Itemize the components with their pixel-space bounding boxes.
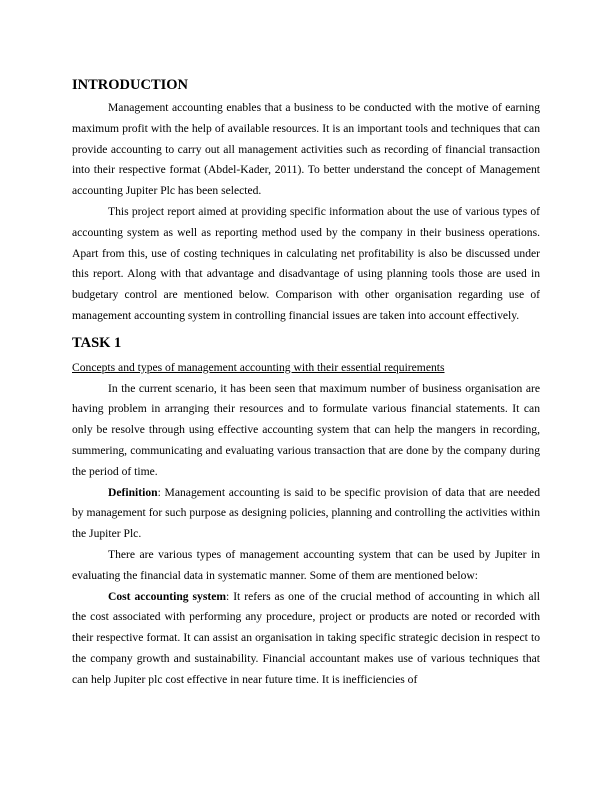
- document-page: [72, 76, 540, 691]
- task-1-heading: TASK 1: [72, 334, 122, 351]
- task-1-subheading: Concepts and types of management accounting with their essential requirements: [72, 360, 445, 374]
- definition-text: : Management accounting is said to be specific provision of data that are needed by management for such purpose as designing policies, planning and controlling the activities within the Jupiter Plc.: [72, 485, 540, 541]
- task-1-paragraph-1: In the current scenario, it has been seen that maximum number of business organisation are having problem in arranging their resources and to formulate various financial statements. It can only be resolve through using effective accounting system that can help the mangers in recording, summering, communicating and evaluating various transaction that are done by the company during the period of time.: [72, 381, 540, 478]
- cost-accounting-term: Cost accounting system: [108, 589, 227, 603]
- intro-paragraph-1: Management accounting enables that a business to be conducted with the motive of earning maximum profit with the help of available resources. It is an important tools and techniques that can provide accounting to carry out all management activities such as recording of financial transaction into their respective format (Abdel-Kader, 2011). To better understand the concept of Management accounting Jupiter Plc has been selected.: [72, 101, 540, 198]
- intro-paragraph-2: This project report aimed at providing specific information about the use of various types of accounting system as well as reporting method used by the company in their business operations. Apart from this, use of costing techniques in calculating net profitability is also be discussed under this report. Along with that advantage and disadvantage of using planning tools those are used in budgetary control are mentioned below. Comparison with other organisation regarding use of management accounting system in controlling financial issues are taken into account effectively.: [72, 204, 540, 322]
- introduction-heading: INTRODUCTION: [72, 77, 189, 93]
- definition-paragraph: [72, 483, 540, 545]
- cost-accounting-paragraph: [72, 587, 540, 691]
- cost-accounting-text: : It refers as one of the crucial method of accounting in which all the cost associated with performing any procedure, project or products are noted or recorded with their respective format. It can assist an organisation in taking specific strategic decision in respect to the company growth and sustainability. Financial accountant makes use of various techniques that can help Jupiter plc cost effective in near future time. It is inefficiencies of: [72, 589, 540, 686]
- definition-term: Definition: [108, 485, 158, 499]
- task-1-paragraph-3: There are various types of management accounting system that can be used by Jupiter in evaluating the financial data in systematic manner. Some of them are mentioned below:: [72, 547, 540, 582]
